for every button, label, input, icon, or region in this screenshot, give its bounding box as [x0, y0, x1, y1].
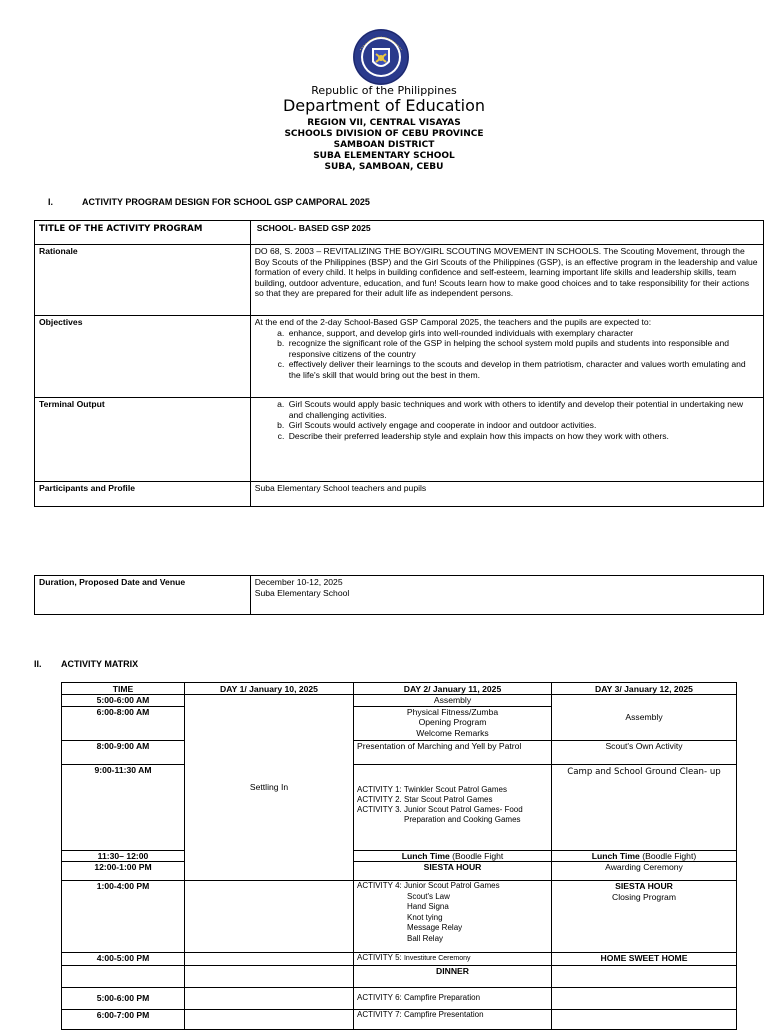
terminal-cell: [250, 398, 763, 482]
day3-awarding: Awarding Ceremony: [552, 862, 737, 881]
day2-dinner: DINNER: [354, 965, 552, 987]
day3-empty-cell: [552, 987, 737, 1009]
department-name: Department of Education: [282, 96, 486, 115]
day2-act5-cell: [354, 953, 552, 966]
day2-welcome: Welcome Remarks: [416, 727, 489, 738]
day3-empty-cell: [552, 1009, 737, 1029]
day2-act4: ACTIVITY 4: Junior Scout Patrol Games: [357, 881, 500, 891]
duration-label: Duration, Proposed Date and Venue: [35, 576, 251, 615]
terminal-list: [255, 399, 759, 441]
matrix-row: [62, 764, 737, 850]
section1-numeral: I.: [48, 197, 54, 207]
objectives-label: Objectives: [35, 316, 251, 398]
terminal-item: c. Describe their preferred leadership style and explain how this impacts on how they work with others.: [287, 431, 759, 442]
terminal-label: Terminal Output: [35, 398, 251, 482]
header-line-address: SUBA, SAMBOAN, CEBU: [324, 162, 444, 172]
design-row-terminal: [35, 398, 764, 482]
header-line-district: SAMBOAN DISTRICT: [333, 140, 435, 150]
day3-empty-cell: [552, 965, 737, 987]
day2-act4-cell: [354, 881, 552, 953]
section2-numeral: II.: [34, 659, 42, 669]
header-line-region: REGION VII, CENTRAL VISAYAS: [307, 118, 461, 128]
title-label: TITLE OF THE ACTIVITY PROGRAM: [35, 221, 251, 245]
deped-seal-logo: [352, 28, 410, 86]
design-row-rationale: [35, 245, 764, 316]
matrix-row: [62, 695, 737, 707]
day2-games-cell: [354, 764, 552, 850]
time-cell: 1:00-4:00 PM: [62, 881, 185, 953]
day2-act4-item: Ball Relay: [407, 933, 444, 943]
matrix-row: [62, 862, 737, 881]
day2-lunch-rest: (Boodle Fight: [449, 850, 504, 861]
section2-title: ACTIVITY MATRIX: [61, 659, 139, 669]
day1-settling-cell: [185, 695, 354, 881]
objectives-cell: [250, 316, 763, 398]
objectives-intro: At the end of the 2-day School-Based GSP Camporal 2025, the teachers and the pupils are expected to:: [254, 317, 652, 327]
day2-act3a: ACTIVITY 3. Junior Scout Patrol Games- Food: [357, 804, 523, 814]
duration-date: December 10-12, 2025: [254, 577, 343, 587]
header-line-division: SCHOOLS DIVISION OF CEBU PROVINCE: [284, 129, 484, 139]
objectives-list: [255, 328, 759, 381]
day1-empty-cell: [185, 953, 354, 966]
matrix-row: [62, 953, 737, 966]
day2-act7: ACTIVITY 7: Campfire Presentation: [354, 1009, 552, 1029]
day2-fitness: Physical Fitness/Zumba: [406, 706, 499, 717]
day2-act5-prefix: ACTIVITY 5:: [357, 953, 404, 963]
time-cell: 5:00-6:00 PM: [62, 987, 185, 1009]
day1-empty-cell: [185, 965, 354, 987]
matrix-header-day1: DAY 1/ January 10, 2025: [185, 683, 354, 695]
matrix-header-time: TIME: [62, 683, 185, 695]
time-cell: 11:30– 12:00: [62, 850, 185, 862]
day3-lunch-cell: [552, 850, 737, 862]
activity-design-table: [34, 220, 764, 507]
day2-act4-item: Knot tying: [407, 912, 443, 922]
day3-lunch-rest: (Boodle Fight): [639, 850, 697, 861]
day2-assembly: Assembly: [354, 695, 552, 707]
day1-settling-text: Settling In: [249, 782, 289, 793]
design-row-objectives: [35, 316, 764, 398]
header-line-school: SUBA ELEMENTARY SCHOOL: [313, 151, 455, 161]
duration-cell: [250, 576, 763, 615]
day3-home: HOME SWEET HOME: [552, 953, 737, 966]
matrix-row: [62, 881, 737, 953]
day2-siesta: SIESTA HOUR: [354, 862, 552, 881]
activity-matrix-table: [61, 682, 737, 1030]
day3-lunch-label: Lunch Time: [591, 850, 640, 861]
day2-act5-name: Investiture Ceremony: [403, 955, 471, 963]
time-cell: 9:00-11:30 AM: [62, 764, 185, 850]
day3-siesta-closing-cell: [552, 881, 737, 953]
day2-opening: Opening Program: [418, 717, 487, 728]
matrix-row: [62, 965, 737, 987]
matrix-row: [62, 987, 737, 1009]
matrix-header-day3: DAY 3/ January 12, 2025: [552, 683, 737, 695]
time-cell: 5:00-6:00 AM: [62, 695, 185, 707]
day2-marching: Presentation of Marching and Yell by Patrol: [354, 740, 552, 764]
republic-line: Republic of the Philippines: [311, 84, 457, 97]
matrix-header-row: [62, 683, 737, 695]
time-cell: 4:00-5:00 PM: [62, 953, 185, 966]
design-row-duration: [35, 576, 764, 615]
day2-act4-item: Message Relay: [407, 923, 463, 933]
participants-label: Participants and Profile: [35, 482, 251, 507]
matrix-row: [62, 850, 737, 862]
duration-venue: Suba Elementary School: [254, 587, 350, 598]
rationale-label: Rationale: [35, 245, 251, 316]
day2-opening-cell: [354, 706, 552, 740]
participants-value: Suba Elementary School teachers and pupils: [250, 482, 763, 507]
design-row-title: [35, 221, 764, 245]
day2-lunch-cell: [354, 850, 552, 862]
design-row-participants: [35, 482, 764, 507]
time-cell: 8:00-9:00 AM: [62, 740, 185, 764]
day2-act6: ACTIVITY 6: Campfire Preparation: [354, 987, 552, 1009]
objective-item: c. effectively deliver their learnings to the scouts and develop in them patriotism, character and values worth emulating and the life's skill that would bring out the best in them.: [287, 359, 759, 380]
day2-lunch-label: Lunch Time: [401, 850, 450, 861]
time-cell: 6:00-7:00 PM: [62, 1009, 185, 1029]
terminal-item: a. Girl Scouts would apply basic techniques and work with others to identify and develop their potential in undertaking new and challenging activities.: [287, 399, 759, 420]
matrix-header-day2: DAY 2/ January 11, 2025: [354, 683, 552, 695]
objective-item: b. recognize the significant role of the GSP in helping the school system mold pupils and students into responsible and responsive citizens of the country: [287, 338, 759, 359]
day3-cleanup: Camp and School Ground Clean- up: [552, 764, 737, 850]
title-value: SCHOOL- BASED GSP 2025: [250, 221, 763, 245]
day2-act3b: Preparation and Cooking Games: [404, 814, 521, 824]
time-cell: 12:00-1:00 PM: [62, 862, 185, 881]
matrix-row: [62, 1009, 737, 1029]
day1-empty-cell: [185, 1009, 354, 1029]
day3-assembly: Assembly: [552, 695, 737, 741]
day2-act1: ACTIVITY 1: Twinkler Scout Patrol Games: [357, 784, 507, 794]
day3-scouts-own: Scout's Own Activity: [552, 740, 737, 764]
day2-act4-item: Scout's Law: [407, 891, 450, 901]
matrix-row: [62, 740, 737, 764]
day3-closing: Closing Program: [612, 891, 676, 902]
section1-title: ACTIVITY PROGRAM DESIGN FOR SCHOOL GSP CAMPORAL 2025: [82, 197, 370, 207]
day2-act2: ACTIVITY 2. Star Scout Patrol Games: [357, 794, 493, 804]
day1-empty-cell: [185, 987, 354, 1009]
day2-act4-item: Hand Signa: [407, 902, 449, 912]
day1-empty-cell: [185, 881, 354, 953]
terminal-item: b. Girl Scouts would actively engage and cooperate in indoor and outdoor activities.: [287, 420, 759, 431]
rationale-text: DO 68, S. 2003 – REVITALIZING THE BOY/GIRL SCOUTING MOVEMENT IN SCHOOLS. The Scouting Movement, through the Boy Scouts of the Philippines (BSP) and the Girl Scouts of the Philippines (GSP), is an effective program in the leadership and value formation of every child. It helps in building confidence and self-esteem, learning important life skills and leadership skills, team building, outdoor adventure, education, and fun! Scouts learn how to make good choices and to take responsibility for their actions so that they are prepared for their adult life as independent persons.: [250, 245, 763, 316]
time-cell: 6:00-8:00 AM: [62, 706, 185, 740]
objective-item: a. enhance, support, and develop girls into well-rounded individuals with exemplary character: [287, 328, 759, 339]
duration-table: [34, 575, 764, 615]
time-cell: [62, 965, 185, 987]
day3-siesta: SIESTA HOUR: [615, 881, 673, 892]
